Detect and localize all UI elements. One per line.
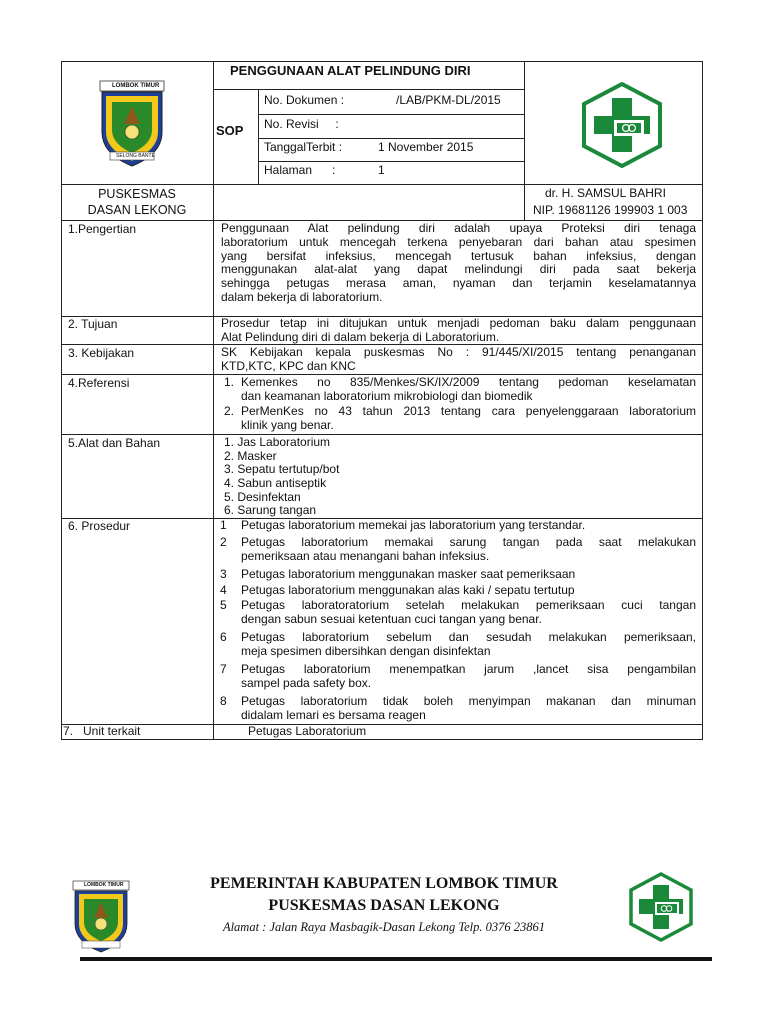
prosedur-num: 8 [220,694,227,708]
prosedur-line: sampel pada safety box. [241,675,372,690]
prosedur-num: 7 [220,662,227,676]
prosedur-line: meja spesimen dibersihkan dengan disinfektan [241,643,491,658]
prosedur-item [241,631,696,659]
kebijakan-text [221,346,696,374]
prosedur-num: 3 [220,567,227,581]
org-name-line1: PUSKESMAS [98,187,176,201]
prosedur-label: 6. Prosedur [68,519,131,533]
alat-item: 2. Masker [224,449,277,463]
prosedur-line: Petugas laboratorium menggunakan alas kaki / sepatu tertutup [241,583,575,597]
prosedur-item [241,536,696,564]
letterhead-line2: PUSKESMAS DASAN LEKONG [268,897,500,914]
referensi-item-1 [241,376,696,404]
footer-emblem-icon [70,880,132,954]
prosedur-num: 2 [220,535,227,549]
document-title: PENGGUNAAN ALAT PELINDUNG DIRI [230,63,471,78]
prosedur-line: Petugas laboratorium memakai sarung tangan pada saat melakukan [241,535,696,549]
kebijakan-line: KTD,KTC, KPC dan KNC [221,358,356,373]
prosedur-line: Petugas laboratorium menggunakan masker saat pemeriksaan [241,567,576,581]
prosedur-num: 5 [220,598,227,612]
prosedur-num: 6 [220,630,227,644]
doc-number-value: /LAB/PKM-DL/2015 [396,93,501,107]
pengertian-line: yang bersifat infeksius, mencegah tertusuk bahan infeksius, dengan [221,248,696,263]
logo-label: LOMBOK TIMUR [112,83,160,89]
prosedur-item [241,599,696,627]
kebijakan-line: SK Kebijakan kepala puskesmas No : 91/445/XI/2015 tentang penanganan [221,345,696,359]
alat-label: 5.Alat dan Bahan [68,436,161,450]
prosedur-line: didalam lemari es bersama reagen [241,707,426,722]
page-value: 1 [378,163,385,177]
lombok-timur-emblem-icon [96,80,168,168]
referensi-line: klinik yang benar. [241,417,334,432]
revision-label: No. Revisi : [264,117,339,131]
prosedur-line: dengan sabun sesuai ketentuan cuci tangan yang benar. [241,611,542,626]
tujuan-text [221,317,696,345]
alat-item: 6. Sarung tangan [224,503,317,517]
puskesmas-logo-icon [580,82,664,168]
prosedur-item [241,568,696,582]
org-name-line2: DASAN LEKONG [87,203,187,217]
prosedur-num: 4 [220,583,227,597]
pengertian-line: menggunakan alat-alat yang dapat melindungi diri pada saat bekerja [221,262,696,277]
letterhead-address: Alamat : Jalan Raya Masbagik-Dasan Lekong Telp. 0376 23861 [222,920,546,934]
pengertian-line: Penggunaan Alat pelindung diri adalah upaya Proteksi diri tenaga [221,221,696,235]
tujuan-label: 2. Tujuan [68,317,118,331]
prosedur-line: Petugas laboratoratorium setelah melakukan pemeriksaan cuci tangan [241,598,696,612]
unit-value: Petugas Laboratorium [248,724,367,738]
prosedur-item [241,584,696,598]
alat-item: 3. Sepatu tertutup/bot [224,462,340,476]
pengertian-label: 1.Pengertian [68,222,137,236]
referensi-num-2: 2. [224,404,235,418]
referensi-num-1: 1. [224,375,235,389]
referensi-line: Kemenkes no 835/Menkes/SK/IX/2009 tentang pedoman keselamatan [241,375,696,389]
referensi-item-2 [241,405,696,433]
referensi-line: dan keamanan laboratorium mikrobiologi dan biomedik [241,388,533,403]
prosedur-item [241,663,696,691]
sop-label: SOP [216,123,244,138]
tujuan-line: Prosedur tetap ini ditujukan untuk menjadi pedoman baku dalam penggunaan [221,316,696,330]
prosedur-item [241,519,696,533]
tujuan-line: Alat Pelindung diri di dalam bekerja di Laboratorium. [221,329,500,344]
footer-puskesmas-logo-icon [628,872,694,942]
pengertian-text [221,222,696,305]
pengertian-line: sehingga petugas merasa aman, nyaman dan terjamin keselamatannya [221,276,696,291]
doc-number-label: No. Dokumen : [264,93,345,107]
letterhead-line1: PEMERINTAH KABUPATEN LOMBOK TIMUR [210,875,558,892]
prosedur-item [241,695,696,723]
unit-label: 7. Unit terkait [63,724,141,738]
issue-date-value: 1 November 2015 [378,140,474,154]
kebijakan-label: 3. Kebijakan [68,346,135,360]
letterhead-rule [80,957,712,961]
signer-name: dr. H. SAMSUL BAHRI [545,186,666,200]
prosedur-num: 1 [220,518,227,532]
alat-item: 1. Jas Laboratorium [224,435,331,449]
pengertian-line: laboratorium untuk mencegah terkena penyebaran dari bahan atau spesimen [221,234,696,249]
alat-item: 4. Sabun antiseptik [224,476,327,490]
alat-item: 5. Desinfektan [224,490,301,504]
prosedur-line: Petugas laboratorium sebelum dan sesudah melakukan pemeriksaan, [241,630,696,644]
footer-logo-label: LOMBOK TIMUR [84,882,124,888]
prosedur-line: Petugas laboratorium tidak boleh menyimpan makanan dan minuman [241,694,696,708]
prosedur-line: pemeriksaan atau menangani bahan infeksius. [241,548,490,563]
pengertian-line: dalam bekerja di laboratorium. [221,289,383,304]
logo-bottom-label: SELONG BANTE [116,153,155,159]
signer-nip: NIP. 19681126 199903 1 003 [533,203,688,217]
prosedur-line: Petugas laboratorium menempatkan jarum ,lancet sisa pengambilan [241,662,696,676]
prosedur-line: Petugas laboratorium memekai jas laboratorium yang terstandar. [241,518,586,532]
referensi-label: 4.Referensi [68,376,130,390]
page-label: Halaman : [264,163,336,177]
issue-date-label: TanggalTerbit : [264,140,343,154]
referensi-line: PerMenKes no 43 tahun 2013 tentang cara penyelenggaraan laboratorium [241,404,696,418]
